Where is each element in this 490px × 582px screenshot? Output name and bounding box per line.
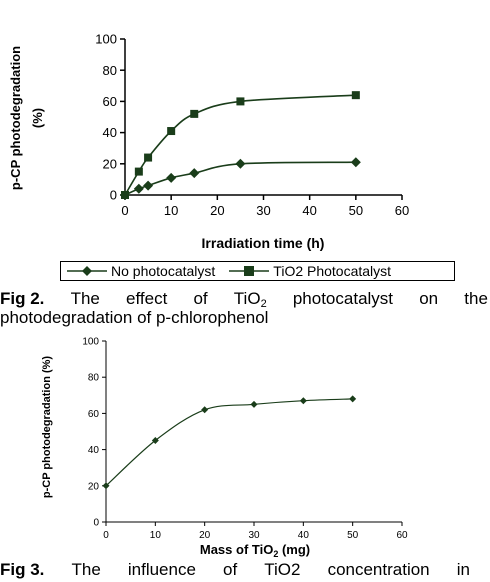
plot-area xyxy=(82,337,408,542)
data-point xyxy=(189,168,199,178)
caption-word: in xyxy=(456,560,470,579)
data-point xyxy=(166,173,176,183)
x-tick-label: 10 xyxy=(163,203,179,218)
y-tick-label: 20 xyxy=(87,481,99,493)
data-point xyxy=(134,184,144,194)
caption-word: influence xyxy=(127,560,196,579)
caption-word: of xyxy=(223,560,238,579)
caption-word: concentration xyxy=(327,560,430,579)
x-tick-label: 60 xyxy=(394,203,410,218)
caption-label: Fig 3. xyxy=(0,560,45,579)
data-point xyxy=(135,168,143,176)
y-axis-label-line1: p-CP photodegradation xyxy=(8,45,23,191)
y-tick-label: 40 xyxy=(87,445,99,457)
y-axis-label-line2: (%) xyxy=(30,107,45,129)
series-line xyxy=(125,95,356,195)
caption-word: The xyxy=(70,289,100,308)
y-tick-label: 80 xyxy=(87,372,99,384)
y-tick-label: 60 xyxy=(87,408,99,420)
figure-2-caption xyxy=(0,289,490,327)
legend-label: No photocatalyst xyxy=(111,263,216,279)
data-point xyxy=(167,127,175,135)
y-tick-label: 60 xyxy=(102,93,117,109)
x-tick-label: 0 xyxy=(121,203,129,218)
data-point xyxy=(251,401,258,408)
x-axis-label: Mass of TiO$_2$ (mg) xyxy=(199,542,311,559)
y-tick-label: 20 xyxy=(102,156,117,172)
caption-line-2: photodegradation of p-chlorophenol xyxy=(0,308,269,327)
x-tick-label: 40 xyxy=(297,530,309,541)
diamond-marker-icon xyxy=(67,265,107,277)
caption-word: the xyxy=(464,289,488,308)
data-point xyxy=(351,157,361,167)
chart-mass-of-tio2 xyxy=(0,330,490,560)
caption-word: effect xyxy=(126,289,168,308)
data-point xyxy=(201,406,208,413)
y-tick-label: 0 xyxy=(93,517,99,529)
legend-item-tio2-photocatalyst xyxy=(229,263,391,279)
x-tick-label: 40 xyxy=(302,203,317,218)
x-tick-label: 30 xyxy=(248,530,260,541)
caption-word: of xyxy=(193,289,208,308)
y-tick-label: 0 xyxy=(109,187,117,203)
data-point xyxy=(235,159,245,169)
x-tick-label: 10 xyxy=(149,530,161,541)
legend-item-no-photocatalyst xyxy=(67,263,215,279)
caption-word: on xyxy=(419,289,439,308)
x-tick-label: 30 xyxy=(256,203,271,218)
chart-irradiation-time xyxy=(0,0,490,260)
plot-area xyxy=(95,32,409,218)
x-tick-label: 0 xyxy=(103,530,109,541)
caption-word: TiO$_2$ xyxy=(233,289,267,310)
x-tick-label: 20 xyxy=(210,203,225,218)
y-tick-label: 100 xyxy=(82,336,99,348)
x-tick-label: 50 xyxy=(348,203,364,218)
y-tick-label: 80 xyxy=(102,62,117,78)
data-point xyxy=(190,110,198,118)
data-point xyxy=(144,154,152,162)
y-axis-label: p-CP photodegradation (%) xyxy=(41,355,53,499)
data-point xyxy=(349,395,356,402)
data-point xyxy=(300,397,307,404)
data-point xyxy=(236,97,244,105)
legend-label: TiO2 Photocatalyst xyxy=(273,263,392,279)
caption-word: photocatalyst xyxy=(292,289,394,308)
data-point xyxy=(143,181,153,191)
x-axis-label: Irradiation time (h) xyxy=(201,235,325,251)
caption-word: The xyxy=(71,560,101,579)
caption-word: TiO2 xyxy=(264,560,301,579)
square-marker-icon xyxy=(229,265,269,277)
x-tick-label: 50 xyxy=(347,530,359,541)
y-tick-label: 100 xyxy=(95,31,117,47)
x-tick-label: 20 xyxy=(199,530,211,541)
figure-3-caption xyxy=(0,560,470,579)
chart-legend xyxy=(60,261,455,281)
data-point xyxy=(121,191,129,199)
x-tick-label: 60 xyxy=(396,530,408,541)
y-tick-label: 40 xyxy=(102,125,117,141)
data-point xyxy=(352,91,360,99)
caption-label: Fig 2. xyxy=(0,289,45,308)
series-line xyxy=(106,399,353,486)
